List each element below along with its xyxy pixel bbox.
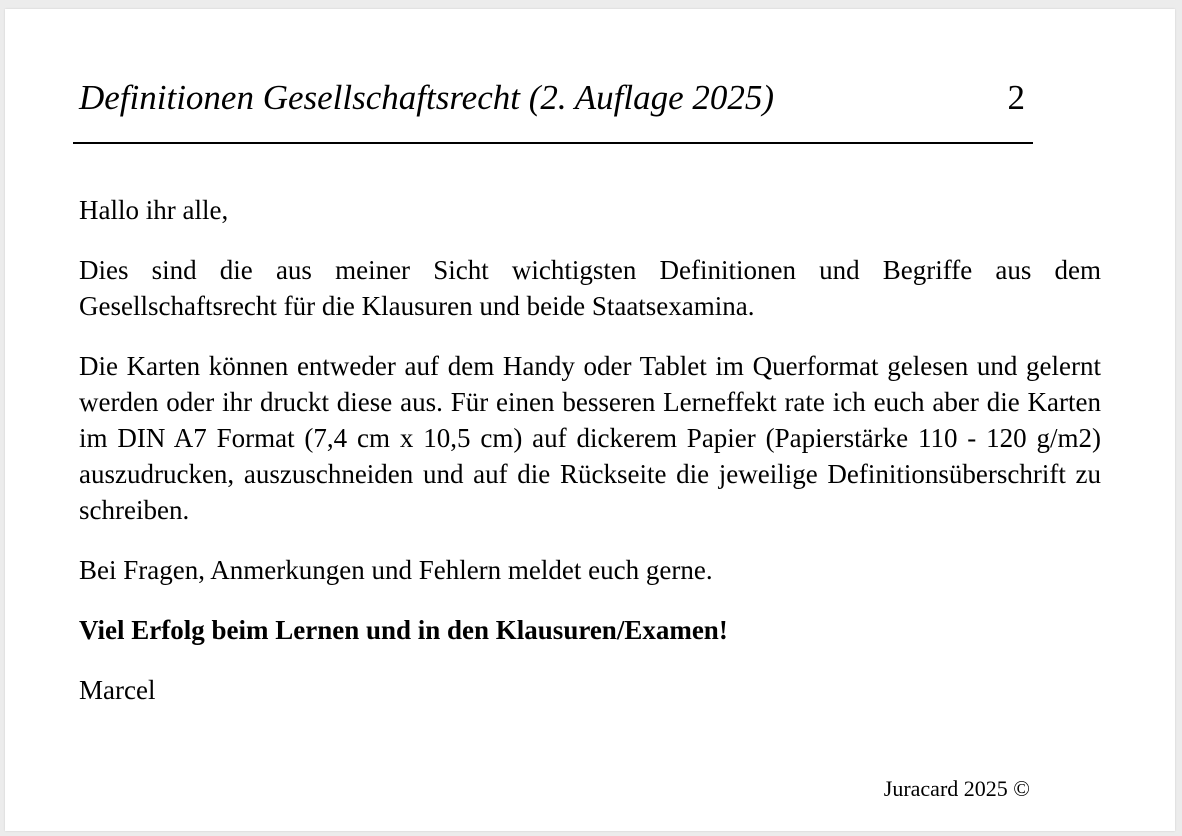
document-page (5, 9, 1175, 831)
closing-wish: Viel Erfolg beim Lernen und in den Klausuren/Examen! (79, 615, 728, 645)
page-number: 2 (1007, 78, 1025, 117)
signature: Marcel (79, 675, 156, 705)
document-title: Definitionen Gesellschaftsrecht (2. Auflage 2025) (79, 78, 775, 117)
page-header (73, 72, 1033, 144)
intro-paragraph: Dies sind die aus meiner Sicht wichtigsten Definitionen und Begriffe aus dem Gesellschaftsrecht für die Klausuren und beide Staatsexamina. (79, 255, 1101, 321)
questions-paragraph: Bei Fragen, Anmerkungen und Fehlern meldet euch gerne. (79, 555, 713, 585)
copyright-footer: Juracard 2025 © (883, 776, 1030, 801)
greeting: Hallo ihr alle, (79, 195, 229, 225)
document-body (79, 192, 1101, 732)
instructions-paragraph: Die Karten können entweder auf dem Handy oder Tablet im Querformat gelesen und gelernt werden oder ihr druckt diese aus. Für einen besseren Lerneffekt rate ich euch aber die Karten im DIN A7 Format (7,4 cm x 10,5 cm) auf dickerem Papier (Papierstärke 110 - 120 g/m2) auszudrucken, auszuschneiden und auf die Rückseite die jeweilige Definitionsüberschrift zu schreiben. (79, 351, 1101, 525)
